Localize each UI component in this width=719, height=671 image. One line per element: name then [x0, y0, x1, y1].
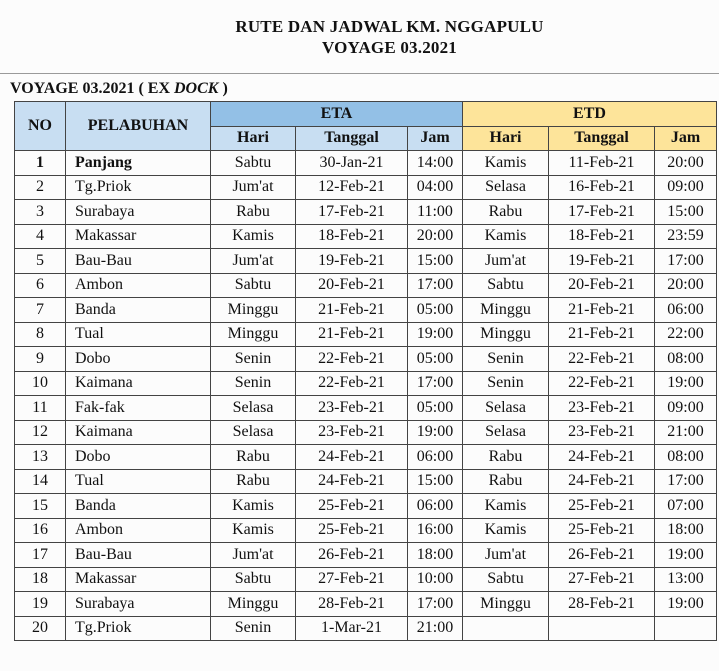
cell-port: Banda [66, 494, 211, 519]
table-row [15, 469, 717, 494]
cell-port: Banda [66, 298, 211, 323]
cell-etd-day: Jum'at [463, 543, 549, 568]
cell-etd-day: Kamis [463, 518, 549, 543]
cell-etd-time: 19:00 [655, 543, 717, 568]
cell-eta-time: 15:00 [408, 249, 463, 274]
cell-etd-time: 06:00 [655, 298, 717, 323]
cell-no: 4 [15, 224, 66, 249]
table-row [15, 543, 717, 568]
cell-etd-day: Selasa [463, 175, 549, 200]
cell-etd-day [463, 616, 549, 641]
cell-eta-date: 24-Feb-21 [296, 445, 408, 470]
voyage-caption-italic: DOCK [174, 80, 219, 97]
table-row [15, 151, 717, 176]
document-title: RUTE DAN JADWAL KM. NGGAPULU [235, 17, 544, 36]
schedule-table [14, 101, 717, 641]
cell-no: 1 [15, 151, 66, 176]
cell-eta-time: 14:00 [408, 151, 463, 176]
cell-eta-date: 22-Feb-21 [296, 371, 408, 396]
cell-etd-day: Jum'at [463, 249, 549, 274]
cell-eta-time: 06:00 [408, 445, 463, 470]
cell-etd-time: 15:00 [655, 200, 717, 225]
cell-etd-day: Selasa [463, 396, 549, 421]
cell-eta-date: 26-Feb-21 [296, 543, 408, 568]
cell-etd-date: 27-Feb-21 [549, 567, 655, 592]
cell-eta-time: 10:00 [408, 567, 463, 592]
cell-no: 5 [15, 249, 66, 274]
cell-eta-date: 17-Feb-21 [296, 200, 408, 225]
table-row [15, 518, 717, 543]
header-eta-hari: Hari [211, 126, 296, 151]
cell-etd-time: 17:00 [655, 249, 717, 274]
cell-eta-day: Kamis [211, 224, 296, 249]
cell-etd-day: Selasa [463, 420, 549, 445]
cell-port: Tg.Priok [66, 175, 211, 200]
cell-no: 2 [15, 175, 66, 200]
cell-eta-time: 06:00 [408, 494, 463, 519]
cell-port: Ambon [66, 518, 211, 543]
cell-etd-date [549, 616, 655, 641]
cell-etd-time: 07:00 [655, 494, 717, 519]
cell-no: 3 [15, 200, 66, 225]
cell-port: Panjang [66, 151, 211, 176]
cell-port: Surabaya [66, 200, 211, 225]
table-row [15, 224, 717, 249]
cell-eta-time: 05:00 [408, 396, 463, 421]
header-eta: ETA [211, 102, 463, 127]
voyage-caption [10, 80, 228, 98]
cell-eta-time: 19:00 [408, 322, 463, 347]
cell-port: Makassar [66, 224, 211, 249]
header-etd-hari: Hari [463, 126, 549, 151]
header-etd-tanggal: Tanggal [549, 126, 655, 151]
cell-etd-time: 19:00 [655, 592, 717, 617]
cell-etd-day: Rabu [463, 200, 549, 225]
table-row [15, 420, 717, 445]
cell-eta-day: Selasa [211, 396, 296, 421]
cell-eta-time: 17:00 [408, 371, 463, 396]
document-subtitle: VOYAGE 03.2021 [321, 38, 457, 57]
cell-eta-day: Minggu [211, 592, 296, 617]
cell-etd-day: Senin [463, 371, 549, 396]
cell-eta-date: 24-Feb-21 [296, 469, 408, 494]
cell-eta-date: 21-Feb-21 [296, 322, 408, 347]
cell-etd-date: 21-Feb-21 [549, 322, 655, 347]
cell-etd-day: Rabu [463, 445, 549, 470]
cell-eta-date: 30-Jan-21 [296, 151, 408, 176]
cell-eta-time: 20:00 [408, 224, 463, 249]
cell-eta-time: 04:00 [408, 175, 463, 200]
cell-etd-time: 23:59 [655, 224, 717, 249]
table-row [15, 322, 717, 347]
cell-etd-day: Minggu [463, 592, 549, 617]
header-eta-tanggal: Tanggal [296, 126, 408, 151]
cell-eta-time: 11:00 [408, 200, 463, 225]
cell-port: Kaimana [66, 420, 211, 445]
cell-no: 17 [15, 543, 66, 568]
cell-etd-day: Sabtu [463, 567, 549, 592]
cell-etd-time: 08:00 [655, 347, 717, 372]
cell-no: 11 [15, 396, 66, 421]
cell-etd-date: 25-Feb-21 [549, 518, 655, 543]
cell-eta-day: Sabtu [211, 567, 296, 592]
cell-etd-day: Kamis [463, 224, 549, 249]
cell-eta-date: 28-Feb-21 [296, 592, 408, 617]
cell-etd-date: 21-Feb-21 [549, 298, 655, 323]
cell-eta-time: 15:00 [408, 469, 463, 494]
cell-etd-date: 23-Feb-21 [549, 420, 655, 445]
cell-no: 14 [15, 469, 66, 494]
cell-eta-day: Kamis [211, 494, 296, 519]
cell-port: Surabaya [66, 592, 211, 617]
voyage-caption-prefix: VOYAGE 03.2021 ( EX [10, 80, 174, 97]
cell-etd-time: 22:00 [655, 322, 717, 347]
cell-etd-date: 18-Feb-21 [549, 224, 655, 249]
cell-etd-time: 13:00 [655, 567, 717, 592]
cell-eta-date: 18-Feb-21 [296, 224, 408, 249]
voyage-caption-suffix: ) [218, 80, 228, 97]
cell-eta-time: 21:00 [408, 616, 463, 641]
cell-eta-day: Senin [211, 347, 296, 372]
table-row [15, 200, 717, 225]
cell-eta-date: 12-Feb-21 [296, 175, 408, 200]
cell-no: 16 [15, 518, 66, 543]
cell-etd-day: Minggu [463, 322, 549, 347]
cell-no: 12 [15, 420, 66, 445]
table-row [15, 298, 717, 323]
cell-no: 13 [15, 445, 66, 470]
cell-port: Tual [66, 469, 211, 494]
cell-eta-time: 17:00 [408, 273, 463, 298]
cell-etd-time: 08:00 [655, 445, 717, 470]
cell-eta-day: Jum'at [211, 249, 296, 274]
cell-eta-day: Rabu [211, 200, 296, 225]
cell-eta-time: 17:00 [408, 592, 463, 617]
cell-no: 19 [15, 592, 66, 617]
cell-port: Ambon [66, 273, 211, 298]
cell-eta-time: 19:00 [408, 420, 463, 445]
table-row [15, 249, 717, 274]
table-row [15, 616, 717, 641]
cell-eta-date: 20-Feb-21 [296, 273, 408, 298]
divider [0, 73, 719, 74]
cell-port: Bau-Bau [66, 543, 211, 568]
cell-eta-day: Minggu [211, 322, 296, 347]
cell-etd-date: 26-Feb-21 [549, 543, 655, 568]
table-row [15, 567, 717, 592]
header-pelabuhan: PELABUHAN [66, 102, 211, 151]
cell-eta-date: 27-Feb-21 [296, 567, 408, 592]
cell-etd-time: 20:00 [655, 273, 717, 298]
cell-port: Kaimana [66, 371, 211, 396]
cell-etd-date: 24-Feb-21 [549, 469, 655, 494]
cell-etd-time: 21:00 [655, 420, 717, 445]
cell-port: Dobo [66, 445, 211, 470]
table-row [15, 273, 717, 298]
cell-port: Fak-fak [66, 396, 211, 421]
cell-port: Makassar [66, 567, 211, 592]
cell-eta-date: 25-Feb-21 [296, 518, 408, 543]
cell-eta-day: Sabtu [211, 273, 296, 298]
cell-eta-date: 1-Mar-21 [296, 616, 408, 641]
cell-no: 8 [15, 322, 66, 347]
cell-etd-day: Senin [463, 347, 549, 372]
cell-etd-date: 22-Feb-21 [549, 347, 655, 372]
cell-eta-date: 21-Feb-21 [296, 298, 408, 323]
header-etd: ETD [463, 102, 717, 127]
cell-no: 18 [15, 567, 66, 592]
table-row [15, 347, 717, 372]
cell-port: Bau-Bau [66, 249, 211, 274]
cell-etd-date: 22-Feb-21 [549, 371, 655, 396]
cell-etd-date: 20-Feb-21 [549, 273, 655, 298]
table-row [15, 175, 717, 200]
cell-etd-time: 17:00 [655, 469, 717, 494]
cell-port: Dobo [66, 347, 211, 372]
header-no: NO [15, 102, 66, 151]
table-row [15, 445, 717, 470]
cell-eta-date: 23-Feb-21 [296, 420, 408, 445]
cell-no: 20 [15, 616, 66, 641]
table-row [15, 396, 717, 421]
cell-eta-day: Rabu [211, 445, 296, 470]
cell-eta-day: Senin [211, 616, 296, 641]
cell-etd-time: 18:00 [655, 518, 717, 543]
table-row [15, 371, 717, 396]
cell-etd-day: Kamis [463, 151, 549, 176]
cell-no: 9 [15, 347, 66, 372]
cell-etd-date: 28-Feb-21 [549, 592, 655, 617]
cell-no: 7 [15, 298, 66, 323]
header-eta-jam: Jam [408, 126, 463, 151]
cell-no: 6 [15, 273, 66, 298]
cell-eta-day: Rabu [211, 469, 296, 494]
cell-eta-time: 05:00 [408, 298, 463, 323]
cell-no: 15 [15, 494, 66, 519]
cell-eta-day: Sabtu [211, 151, 296, 176]
cell-eta-day: Minggu [211, 298, 296, 323]
cell-eta-day: Jum'at [211, 175, 296, 200]
cell-port: Tual [66, 322, 211, 347]
cell-eta-time: 16:00 [408, 518, 463, 543]
schedule-body [15, 151, 717, 641]
cell-eta-day: Kamis [211, 518, 296, 543]
cell-eta-day: Senin [211, 371, 296, 396]
header-etd-jam: Jam [655, 126, 717, 151]
cell-etd-time: 09:00 [655, 175, 717, 200]
cell-eta-day: Jum'at [211, 543, 296, 568]
cell-eta-date: 19-Feb-21 [296, 249, 408, 274]
cell-eta-date: 22-Feb-21 [296, 347, 408, 372]
cell-etd-date: 19-Feb-21 [549, 249, 655, 274]
cell-eta-date: 25-Feb-21 [296, 494, 408, 519]
table-row [15, 592, 717, 617]
cell-eta-time: 18:00 [408, 543, 463, 568]
cell-etd-day: Kamis [463, 494, 549, 519]
cell-etd-date: 24-Feb-21 [549, 445, 655, 470]
cell-eta-time: 05:00 [408, 347, 463, 372]
cell-eta-day: Selasa [211, 420, 296, 445]
cell-etd-date: 16-Feb-21 [549, 175, 655, 200]
cell-etd-date: 11-Feb-21 [549, 151, 655, 176]
cell-etd-time: 09:00 [655, 396, 717, 421]
cell-etd-day: Rabu [463, 469, 549, 494]
cell-etd-date: 25-Feb-21 [549, 494, 655, 519]
cell-etd-date: 17-Feb-21 [549, 200, 655, 225]
cell-etd-time: 19:00 [655, 371, 717, 396]
cell-no: 10 [15, 371, 66, 396]
cell-etd-day: Sabtu [463, 273, 549, 298]
cell-port: Tg.Priok [66, 616, 211, 641]
cell-etd-date: 23-Feb-21 [549, 396, 655, 421]
cell-etd-time: 20:00 [655, 151, 717, 176]
cell-eta-date: 23-Feb-21 [296, 396, 408, 421]
cell-etd-time [655, 616, 717, 641]
cell-etd-day: Minggu [463, 298, 549, 323]
table-row [15, 494, 717, 519]
